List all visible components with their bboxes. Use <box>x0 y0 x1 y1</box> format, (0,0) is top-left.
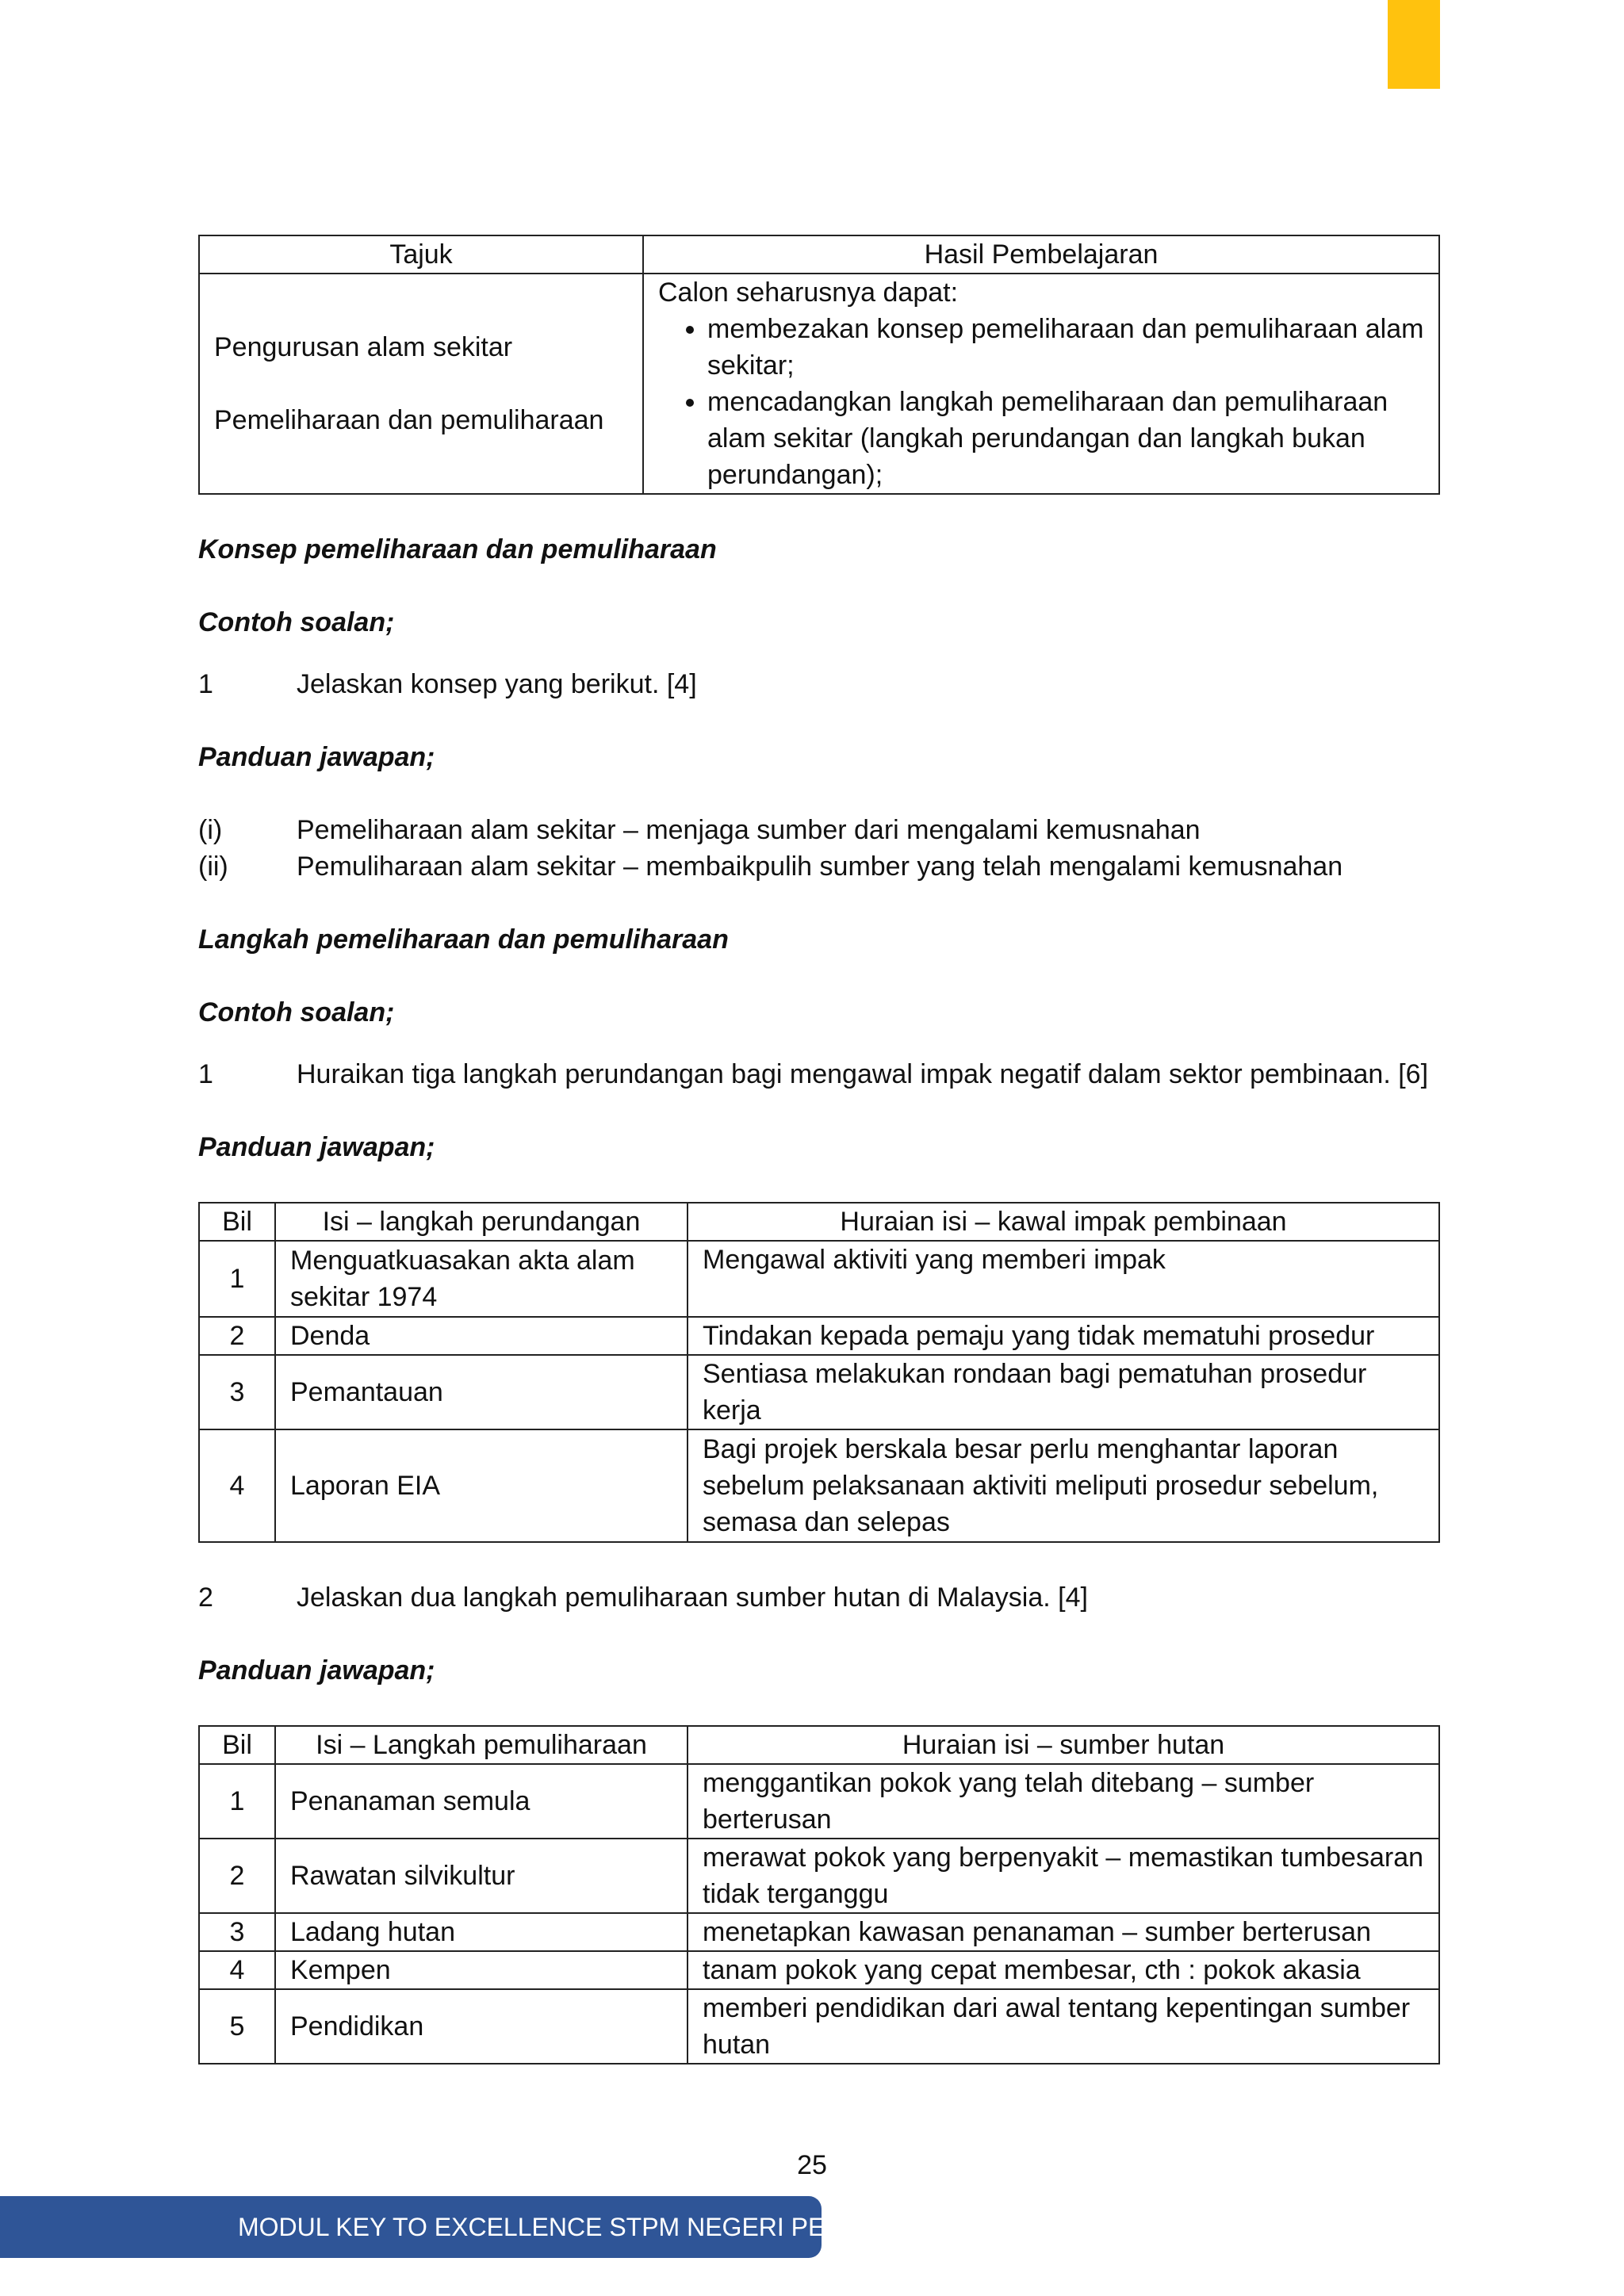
column-header: Isi – langkah perundangan <box>275 1203 688 1241</box>
column-header: Bil <box>199 1203 275 1241</box>
row-number: 1 <box>199 1764 275 1839</box>
example-label: Contoh soalan; <box>198 997 395 1027</box>
guide-label: Panduan jawapan; <box>198 1132 435 1162</box>
row-point: Denda <box>275 1317 688 1355</box>
column-header: Huraian isi – kawal impak pembinaan <box>688 1203 1439 1241</box>
row-description: memberi pendidikan dari awal tentang kepentingan sumber hutan <box>688 1989 1439 2064</box>
row-number: 4 <box>199 1429 275 1542</box>
row-point: Ladang hutan <box>275 1913 688 1951</box>
table-row <box>199 1241 1439 1317</box>
row-point: Rawatan silvikultur <box>275 1839 688 1913</box>
example-label: Contoh soalan; <box>198 607 395 637</box>
row-description: Bagi projek berskala besar perlu menghantar laporan sebelum pelaksanaan aktiviti meliputi prosedur sebelum, semasa dan selepas <box>688 1429 1439 1542</box>
table-row <box>199 1764 1439 1839</box>
page-number: 25 <box>797 2150 827 2180</box>
guide-label: Panduan jawapan; <box>198 742 435 772</box>
footer-banner-text: MODUL KEY TO EXCELLENCE STPM NEGERI PERAK <box>238 2213 878 2241</box>
row-number: 3 <box>199 1913 275 1951</box>
column-header: Huraian isi – sumber hutan <box>688 1726 1439 1764</box>
question-number: 2 <box>198 1582 213 1613</box>
row-description: merawat pokok yang berpenyakit – memastikan tumbesaran tidak terganggu <box>688 1839 1439 1913</box>
forest-conservation-table <box>198 1725 1440 2064</box>
row-point: Laporan EIA <box>275 1429 688 1542</box>
learning-outcomes-table <box>198 235 1440 495</box>
row-number: 5 <box>199 1989 275 2064</box>
section-heading: Konsep pemeliharaan dan pemuliharaan <box>198 534 717 564</box>
column-header: Bil <box>199 1726 275 1764</box>
header-topic: Tajuk <box>199 235 643 274</box>
row-number: 1 <box>199 1241 275 1317</box>
outcome-cell <box>643 274 1439 494</box>
table-row <box>199 1317 1439 1355</box>
question-row <box>198 666 1440 702</box>
column-header: Isi – Langkah pemuliharaan <box>275 1726 688 1764</box>
topic-item: Pengurusan alam sekitar <box>214 332 513 362</box>
row-description: menetapkan kawasan penanaman – sumber berterusan <box>688 1913 1439 1951</box>
section-heading: Langkah pemeliharaan dan pemuliharaan <box>198 924 729 955</box>
outcome-bullet: • membezakan konsep pemeliharaan dan pemuliharaan alam sekitar; <box>707 311 1424 384</box>
row-number: 4 <box>199 1951 275 1989</box>
outcome-list <box>658 311 1424 493</box>
outcome-intro: Calon seharusnya dapat: <box>658 277 959 308</box>
topic-item: Pemeliharaan dan pemuliharaan <box>214 405 604 435</box>
row-description: Sentiasa melakukan rondaan bagi pematuhan prosedur kerja <box>688 1355 1439 1429</box>
question-text: Jelaskan konsep yang berikut. [4] <box>297 669 697 699</box>
table-row <box>199 1913 1439 1951</box>
answer-number: (i) <box>198 815 223 845</box>
answer-text: Pemeliharaan alam sekitar – menjaga sumber dari mengalami kemusnahan <box>297 815 1201 845</box>
question-text: Huraikan tiga langkah perundangan bagi mengawal impak negatif dalam sektor pembinaan. [6] <box>297 1059 1429 1089</box>
legal-steps-table <box>198 1202 1440 1543</box>
answer-row <box>198 848 1440 885</box>
question-row <box>198 1579 1440 1616</box>
row-description: tanam pokok yang cepat membesar, cth : pokok akasia <box>688 1951 1439 1989</box>
row-point: Penanaman semula <box>275 1764 688 1839</box>
question-number: 1 <box>198 669 213 699</box>
question-row <box>198 1056 1440 1093</box>
question-text: Jelaskan dua langkah pemuliharaan sumber hutan di Malaysia. [4] <box>297 1582 1088 1613</box>
row-description: Tindakan kepada pemaju yang tidak mematuhi prosedur <box>688 1317 1439 1355</box>
row-description: Mengawal aktiviti yang memberi impak <box>688 1241 1439 1317</box>
row-description: menggantikan pokok yang telah ditebang – sumber berterusan <box>688 1764 1439 1839</box>
answer-row <box>198 812 1440 848</box>
guide-label: Panduan jawapan; <box>198 1655 435 1686</box>
topic-cell <box>199 274 643 494</box>
corner-tab-accent <box>1388 0 1440 89</box>
row-number: 3 <box>199 1355 275 1429</box>
outcome-bullet: • mencadangkan langkah pemeliharaan dan pemuliharaan alam sekitar (langkah perundangan dan langkah bukan perundangan); <box>707 384 1424 493</box>
row-point: Kempen <box>275 1951 688 1989</box>
row-point: Pendidikan <box>275 1989 688 2064</box>
table-row <box>199 1951 1439 1989</box>
row-number: 2 <box>199 1317 275 1355</box>
answer-text: Pemuliharaan alam sekitar – membaikpulih sumber yang telah mengalami kemusnahan <box>297 851 1343 882</box>
row-number: 2 <box>199 1839 275 1913</box>
header-outcome: Hasil Pembelajaran <box>643 235 1439 274</box>
question-number: 1 <box>198 1059 213 1089</box>
footer-banner <box>0 2196 878 2258</box>
table-row <box>199 1839 1439 1913</box>
table-row <box>199 1355 1439 1429</box>
table-row <box>199 1429 1439 1542</box>
row-point: Menguatkuasakan akta alam sekitar 1974 <box>275 1241 688 1317</box>
page-content <box>198 235 1440 2064</box>
table-row <box>199 1989 1439 2064</box>
answer-number: (ii) <box>198 851 228 882</box>
row-point: Pemantauan <box>275 1355 688 1429</box>
